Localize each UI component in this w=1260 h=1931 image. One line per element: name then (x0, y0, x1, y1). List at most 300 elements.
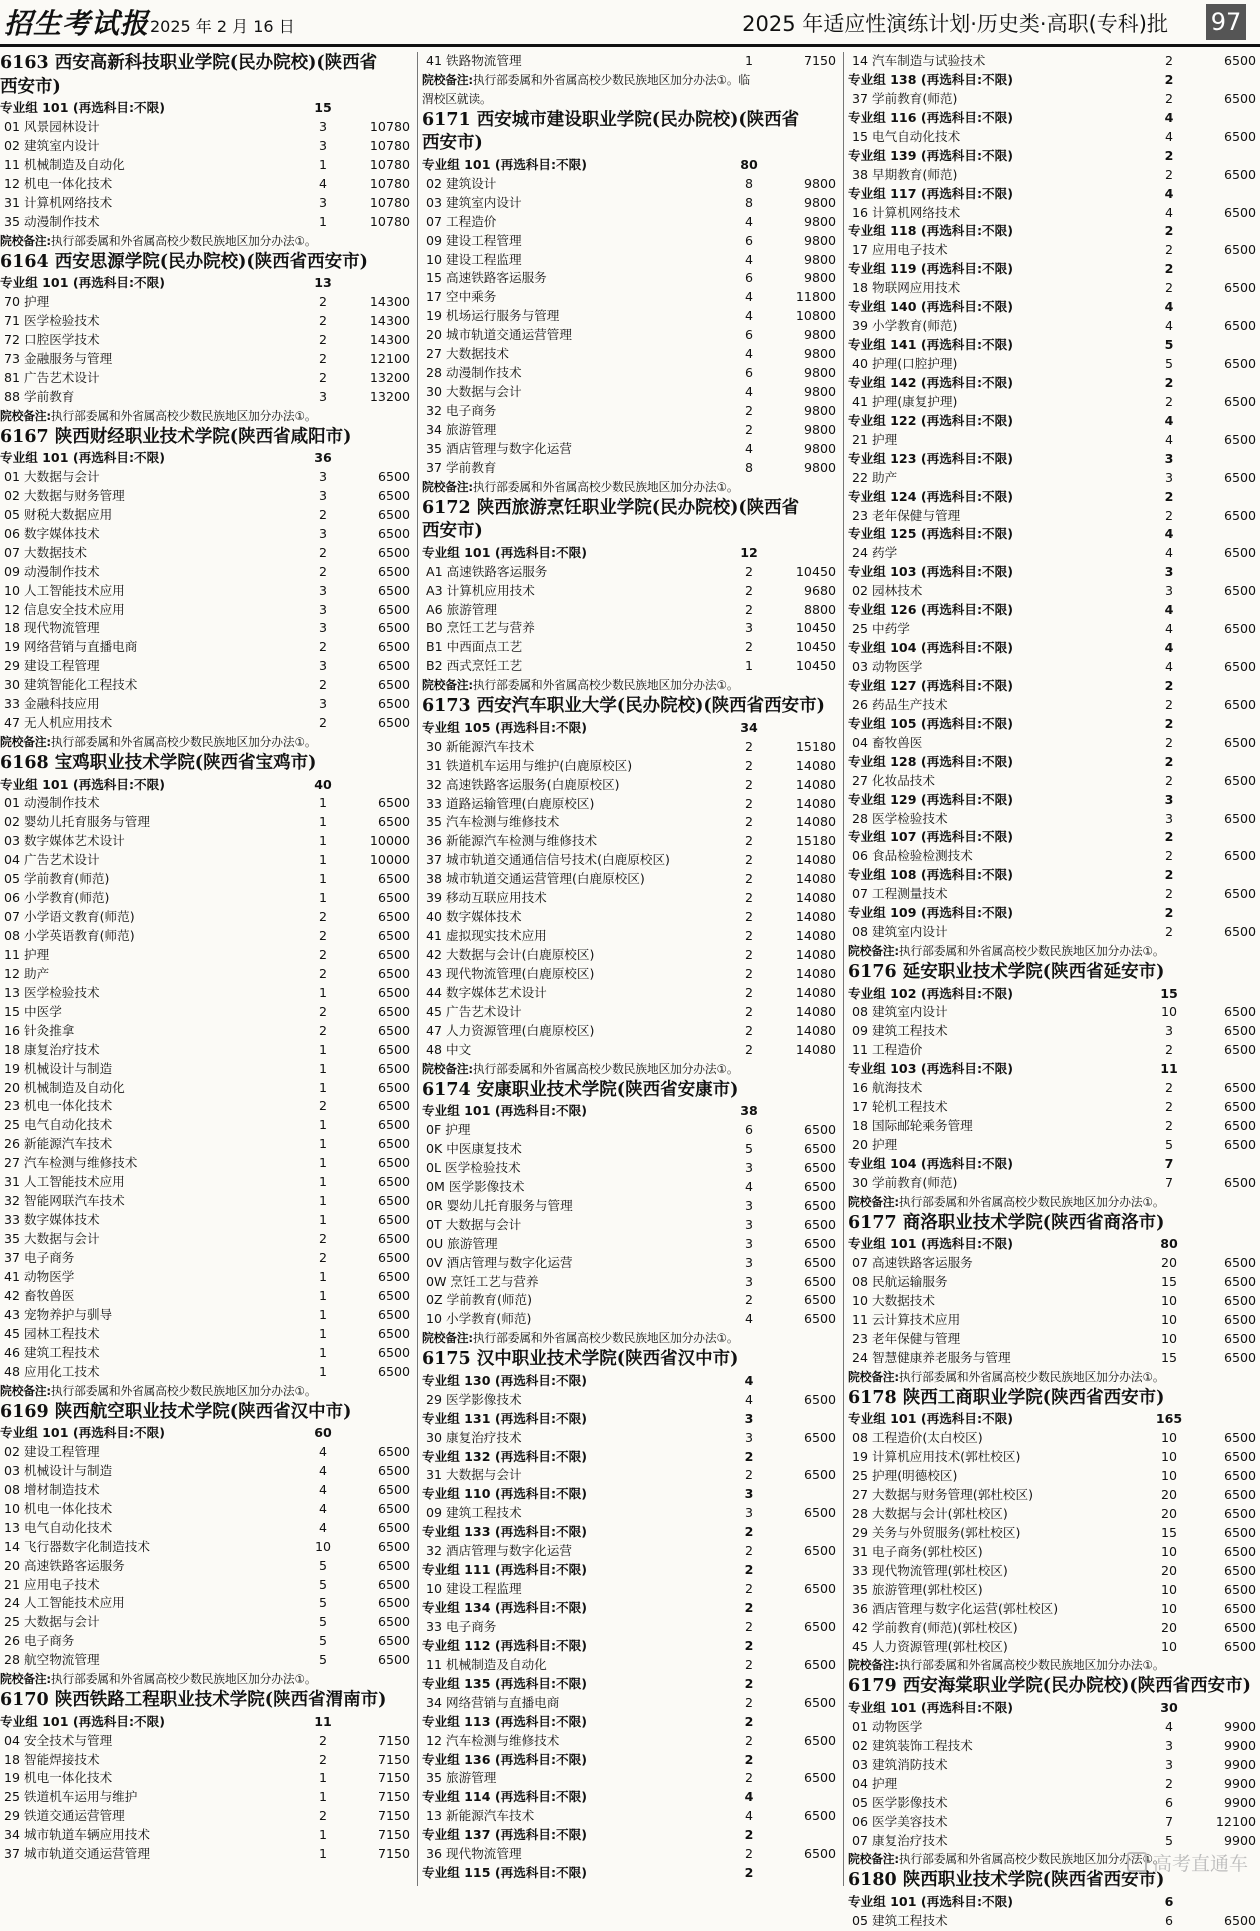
major-group-row (848, 563, 1260, 582)
major-name: 24 药学 (852, 545, 898, 561)
major-name: 07 康复治疗技术 (852, 1832, 948, 1848)
group-fee (1194, 109, 1260, 128)
group-fee (1194, 1893, 1260, 1912)
major-row (422, 1003, 840, 1022)
plan-count: 2 (1164, 1042, 1173, 1058)
group-plan-count: 80 (1160, 1236, 1178, 1252)
major-row (422, 1022, 840, 1041)
group-fee (774, 1410, 840, 1429)
major-name: 07 大数据技术 (4, 544, 87, 560)
major-name: 0L 医学检验技术 (426, 1159, 521, 1175)
major-row (0, 889, 414, 908)
tuition-fee: 6500 (803, 1159, 836, 1175)
tuition-fee: 6500 (803, 1273, 836, 1289)
major-name: 06 医学美容技术 (852, 1813, 948, 1829)
tuition-fee: 6500 (803, 1122, 836, 1138)
major-name: 13 新能源汽车技术 (426, 1808, 535, 1824)
major-row (848, 1273, 1260, 1292)
major-name: 07 小学语文教育(师范) (4, 909, 135, 925)
group-fee (1194, 677, 1260, 696)
group-name: 专业组 131 (再选科目:不限) (422, 1410, 587, 1426)
plan-count: 4 (744, 440, 753, 456)
tuition-fee: 6500 (377, 1344, 410, 1360)
plan-count: 1 (318, 1174, 327, 1190)
plan-count: 4 (318, 1443, 327, 1459)
group-fee (1194, 1155, 1260, 1174)
major-row (422, 1159, 840, 1178)
major-name: 11 护理 (4, 946, 50, 962)
major-group-row (848, 1155, 1260, 1174)
school-note (848, 1368, 1260, 1387)
group-plan-count: 2 (744, 1524, 754, 1540)
major-row (0, 544, 414, 563)
major-row (422, 213, 840, 232)
tuition-fee: 14080 (795, 984, 836, 1000)
tuition-fee: 6500 (377, 1060, 410, 1076)
major-name: 38 早期教育(师范) (852, 166, 958, 182)
tuition-fee: 10450 (795, 563, 836, 579)
tuition-fee: 10450 (795, 658, 836, 674)
major-row (848, 1543, 1260, 1562)
major-name: 19 计算机应用技术(郭杜校区) (852, 1449, 1021, 1465)
tuition-fee: 7150 (377, 1827, 410, 1843)
group-name: 专业组 101 (再选科目:不限) (0, 450, 165, 466)
major-name: A1 高速铁路客运服务 (426, 563, 548, 579)
major-name: 11 云计算技术应用 (852, 1312, 961, 1328)
plan-count: 2 (744, 1467, 753, 1483)
major-row (0, 118, 414, 137)
major-row (422, 1694, 840, 1713)
tuition-fee: 6500 (377, 1174, 410, 1190)
tuition-fee: 6500 (1223, 1349, 1256, 1365)
listing-column-3 (848, 52, 1260, 1928)
major-name: 42 畜牧兽医 (4, 1287, 75, 1303)
major-row (848, 1022, 1260, 1041)
tuition-fee: 6500 (377, 1212, 410, 1228)
plan-count: 2 (1164, 772, 1173, 788)
major-name: 73 金融服务与管理 (4, 350, 113, 366)
major-row (848, 1003, 1260, 1022)
major-name: 34 城市轨道车辆应用技术 (4, 1827, 150, 1843)
tuition-fee: 6500 (1223, 356, 1256, 371)
group-fee (774, 1372, 840, 1391)
group-fee (1194, 715, 1260, 734)
plan-count: 2 (744, 1022, 753, 1038)
major-row (848, 1756, 1260, 1775)
tuition-fee: 6500 (803, 1197, 836, 1213)
major-name: 03 数字媒体艺术设计 (4, 833, 125, 849)
group-name: 专业组 101 (再选科目:不限) (848, 1893, 1013, 1909)
group-name: 专业组 101 (再选科目:不限) (0, 100, 165, 115)
major-name: 12 信息安全技术应用 (4, 601, 125, 617)
page-header (0, 0, 1260, 48)
tuition-fee: 10450 (795, 620, 836, 636)
tuition-fee: 6500 (1223, 1118, 1256, 1134)
plan-count: 1 (318, 1193, 327, 1209)
plan-count: 2 (318, 946, 327, 962)
page-title: 2025 年适应性演练计划·历史类·高职(专科)批 (742, 12, 1168, 36)
major-row (0, 1519, 414, 1538)
plan-count: 5 (318, 1576, 327, 1592)
school-heading: 6169 陕西航空职业技术学院(陕西省汉中市) (0, 1401, 352, 1422)
plan-count: 2 (744, 563, 753, 579)
tuition-fee: 6500 (377, 1003, 410, 1019)
major-name: 27 大数据与财务管理(郭杜校区) (852, 1487, 1033, 1503)
major-name: 20 高速铁路客运服务 (4, 1557, 125, 1573)
plan-count: 20 (1160, 1505, 1178, 1521)
group-plan-count: 2 (1164, 867, 1174, 883)
group-name: 专业组 134 (再选科目:不限) (422, 1600, 587, 1616)
group-name: 专业组 124 (再选科目:不限) (848, 488, 1013, 504)
major-row (0, 965, 414, 984)
group-plan-count: 38 (740, 1103, 758, 1119)
note-text: 执行部委属和外省属高校少数民族地区加分办法①。 (898, 1658, 1165, 1673)
major-name: 0M 医学影像技术 (426, 1178, 525, 1194)
major-row (422, 175, 840, 194)
tuition-fee: 9800 (803, 346, 836, 362)
major-row (422, 757, 840, 776)
tuition-fee: 10800 (795, 308, 836, 324)
note-label: 院校备注: (422, 1061, 473, 1076)
major-group-row (422, 1864, 840, 1883)
plan-count: 1 (318, 1306, 327, 1322)
major-row (422, 251, 840, 270)
plan-count: 10 (1160, 1449, 1178, 1465)
group-name: 专业组 103 (再选科目:不限) (848, 564, 1013, 580)
major-group-row (848, 185, 1260, 204)
major-group-row (848, 866, 1260, 885)
major-name: 25 大数据与会计 (4, 1614, 100, 1630)
major-name: 26 新能源汽车技术 (4, 1136, 113, 1152)
major-group-row (848, 791, 1260, 810)
plan-count: 3 (318, 525, 327, 541)
tuition-fee: 14080 (795, 1003, 836, 1019)
plan-count: 3 (744, 1254, 753, 1270)
group-plan-count: 40 (314, 776, 332, 792)
major-name: 27 汽车检测与维修技术 (4, 1155, 138, 1171)
plan-count: 2 (744, 639, 753, 655)
major-name: 36 现代物流管理 (426, 1846, 522, 1862)
school-heading: 6180 陕西职业技术学院(陕西省西安市) (848, 1870, 1165, 1891)
major-row (0, 1845, 414, 1864)
major-row (422, 194, 840, 213)
tuition-fee: 14080 (795, 1022, 836, 1038)
group-name: 专业组 101 (再选科目:不限) (422, 156, 587, 172)
major-row (0, 1173, 414, 1192)
major-name: 08 建筑室内设计 (852, 924, 948, 940)
plan-count: 10 (1160, 1543, 1178, 1559)
plan-count: 2 (318, 1022, 327, 1038)
tuition-fee: 14080 (795, 852, 836, 868)
major-group-row (848, 260, 1260, 279)
major-row (422, 832, 840, 851)
major-row (0, 1060, 414, 1079)
major-row (0, 1826, 414, 1845)
major-row (0, 1041, 414, 1060)
header-divider (0, 44, 1260, 47)
tuition-fee: 6500 (803, 1581, 836, 1597)
major-row (422, 1273, 840, 1292)
major-row (0, 927, 414, 946)
tuition-fee: 6500 (377, 1079, 410, 1095)
major-name: 08 小学英语教育(师范) (4, 928, 135, 944)
major-name: 70 护理 (4, 293, 50, 309)
group-name: 专业组 112 (再选科目:不限) (422, 1637, 587, 1653)
plan-count: 2 (744, 984, 753, 1000)
plan-count: 2 (318, 928, 327, 944)
tuition-fee: 9800 (803, 232, 836, 248)
plan-count: 4 (744, 251, 753, 267)
major-row (422, 657, 840, 676)
major-name: 37 城市轨道交通通信信号技术(白鹿原校区) (426, 852, 670, 868)
tuition-fee: 10780 (369, 175, 410, 191)
tuition-fee: 6500 (377, 814, 410, 830)
major-name: 41 虚拟现实技术应用 (426, 928, 547, 944)
major-name: 71 医学检验技术 (4, 312, 100, 328)
major-name: 30 学前教育(师范) (852, 1174, 958, 1190)
plan-count: 1 (318, 852, 327, 868)
group-name: 专业组 101 (再选科目:不限) (422, 544, 587, 560)
major-name: 35 酒店管理与数字化运营 (426, 440, 572, 456)
major-row (0, 1443, 414, 1462)
tuition-fee: 6500 (1223, 1449, 1256, 1465)
tuition-fee: 6500 (377, 1155, 410, 1171)
major-row (0, 293, 414, 312)
major-name: 15 电气自动化技术 (852, 128, 961, 144)
major-name: 28 动漫制作技术 (426, 365, 522, 381)
tuition-fee: 6500 (1223, 1274, 1256, 1290)
tuition-fee: 14080 (795, 814, 836, 830)
tuition-fee: 10780 (369, 137, 410, 153)
note-label: 院校备注: (848, 1658, 899, 1673)
major-row (848, 1486, 1260, 1505)
major-group-row (848, 109, 1260, 128)
plan-count: 2 (318, 639, 327, 655)
plan-count: 5 (318, 1614, 327, 1630)
group-fee (1194, 71, 1260, 90)
school-heading: 6177 商洛职业技术学院(陕西省商洛市) (848, 1212, 1165, 1233)
tuition-fee: 6500 (803, 1846, 836, 1862)
plan-count: 1 (318, 213, 327, 229)
major-name: 10 小学教育(师范) (426, 1311, 532, 1327)
school-note (848, 1193, 1260, 1212)
plan-count: 3 (744, 1505, 753, 1521)
tuition-fee: 6500 (377, 658, 410, 674)
school-note (0, 232, 414, 251)
group-plan-count: 80 (740, 156, 758, 172)
plan-count: 3 (744, 1235, 753, 1251)
group-name: 专业组 123 (再选科目:不限) (848, 450, 1013, 466)
plan-count: 2 (1164, 1775, 1173, 1791)
plan-count: 6 (744, 327, 753, 343)
major-row (422, 619, 840, 638)
major-group-row (848, 147, 1260, 166)
major-group-row (848, 298, 1260, 317)
major-row (422, 1121, 840, 1140)
plan-count: 2 (318, 1751, 327, 1767)
note-text: 执行部委属和外省属高校少数民族地区加分办法①。 (50, 735, 317, 750)
major-row (422, 1254, 840, 1273)
plan-count: 2 (744, 1581, 753, 1597)
tuition-fee: 6500 (1223, 1619, 1256, 1635)
major-name: 45 园林工程技术 (4, 1325, 100, 1341)
note-label: 院校备注: (422, 1331, 473, 1346)
tuition-fee: 6500 (377, 890, 410, 906)
major-row (422, 1216, 840, 1235)
major-group-row (848, 336, 1260, 355)
group-name: 专业组 127 (再选科目:不限) (848, 677, 1013, 693)
tuition-fee: 6500 (1223, 1004, 1256, 1020)
major-group-row (848, 904, 1260, 923)
major-group-row (422, 1561, 840, 1580)
major-name: 06 数字媒体技术 (4, 525, 100, 541)
school-heading: 6174 安康职业技术学院(陕西省安康市) (422, 1079, 739, 1100)
major-row (0, 1211, 414, 1230)
group-plan-count: 34 (740, 719, 758, 735)
major-name: 25 中药学 (852, 621, 910, 637)
plan-count: 1 (744, 53, 753, 68)
tuition-fee: 6500 (1223, 1505, 1256, 1521)
group-name: 专业组 117 (再选科目:不限) (848, 185, 1013, 201)
group-plan-count: 60 (314, 1425, 332, 1440)
major-name: 19 机电一体化技术 (4, 1770, 113, 1786)
major-name: 01 风景园林设计 (4, 118, 100, 134)
major-name: 12 汽车检测与维修技术 (426, 1732, 560, 1748)
group-fee (1194, 412, 1260, 431)
major-group-row (848, 1699, 1260, 1718)
plan-count: 8 (744, 194, 753, 210)
plan-count: 4 (318, 1481, 327, 1497)
plan-count: 4 (744, 1311, 753, 1327)
school-heading: 西安市) (0, 76, 61, 97)
major-name: 33 金融科技应用 (4, 696, 100, 712)
major-name: 20 城市轨道交通运营管理 (426, 327, 572, 343)
plan-count: 10 (1160, 1638, 1178, 1654)
major-row (422, 52, 840, 71)
group-plan-count: 2 (1164, 147, 1174, 163)
major-name: 39 小学教育(师范) (852, 318, 958, 334)
tuition-fee: 6500 (1223, 924, 1256, 940)
major-name: 40 护理(口腔护理) (852, 356, 958, 371)
plan-count: 3 (318, 137, 327, 153)
plan-count: 2 (744, 582, 753, 598)
major-group-row (848, 525, 1260, 544)
major-row (422, 1542, 840, 1561)
tuition-fee: 6500 (1223, 318, 1256, 334)
major-name: 27 化妆品技术 (852, 772, 935, 788)
major-row (0, 1462, 414, 1481)
major-name: 42 学前教育(师范)(郭杜校区) (852, 1619, 1018, 1635)
tuition-fee: 6500 (1223, 545, 1256, 561)
plan-count: 2 (744, 1003, 753, 1019)
group-plan-count: 3 (1164, 450, 1174, 466)
major-row (422, 870, 840, 889)
tuition-fee: 6500 (1223, 734, 1256, 750)
major-row (848, 1775, 1260, 1794)
group-plan-count: 4 (1164, 640, 1174, 656)
group-name: 专业组 101 (再选科目:不限) (0, 1713, 165, 1729)
group-plan-count: 4 (744, 1372, 754, 1388)
major-row (422, 1618, 840, 1637)
plan-count: 1 (318, 1041, 327, 1057)
plan-count: 2 (744, 1732, 753, 1748)
major-group-row (848, 601, 1260, 620)
tuition-fee: 6500 (1223, 1912, 1256, 1928)
major-row (422, 965, 840, 984)
tuition-fee: 6500 (1223, 1468, 1256, 1484)
tuition-fee: 7150 (377, 1770, 410, 1786)
group-plan-count: 3 (744, 1410, 754, 1426)
major-row (848, 544, 1260, 563)
plan-count: 7 (1164, 1174, 1173, 1190)
major-row (848, 90, 1260, 109)
plan-count: 10 (1160, 1600, 1178, 1616)
major-row (422, 345, 840, 364)
major-name: 12 机电一体化技术 (4, 175, 113, 191)
major-row (848, 1467, 1260, 1486)
major-row (848, 241, 1260, 260)
tuition-fee: 6500 (803, 1254, 836, 1270)
major-row (422, 601, 840, 620)
tuition-fee: 6500 (1223, 1293, 1256, 1309)
major-name: 48 应用化工技术 (4, 1363, 100, 1379)
major-name: 29 关务与外贸服务(郭杜校区) (852, 1524, 1021, 1540)
major-name: 47 无人机应用技术 (4, 715, 113, 731)
major-group-row (422, 1675, 840, 1694)
plan-count: 4 (318, 1519, 327, 1535)
major-name: 32 高速铁路客运服务(白鹿原校区) (426, 776, 620, 792)
tuition-fee: 6500 (1223, 280, 1256, 296)
group-fee (1194, 260, 1260, 279)
major-name: 11 工程造价 (852, 1042, 923, 1058)
tuition-fee: 6500 (1223, 810, 1256, 826)
note-label: 院校备注: (0, 1383, 51, 1398)
major-row (848, 1600, 1260, 1619)
major-group-row (848, 1893, 1260, 1912)
tuition-fee: 6500 (1223, 1174, 1256, 1190)
major-name: 19 机场运行服务与管理 (426, 308, 560, 324)
major-group-row (422, 1410, 840, 1429)
group-name: 专业组 113 (再选科目:不限) (422, 1713, 587, 1729)
plan-count: 2 (744, 601, 753, 617)
major-row (848, 1041, 1260, 1060)
plan-count: 3 (1164, 469, 1173, 485)
tuition-fee: 6500 (1223, 1330, 1256, 1346)
tuition-fee: 6500 (377, 468, 410, 484)
group-fee (348, 449, 414, 468)
note-label: 院校备注: (422, 678, 473, 693)
major-row (0, 331, 414, 350)
note-label: 院校备注: (0, 735, 51, 750)
major-name: 17 空中乘务 (426, 289, 497, 305)
plan-count: 6 (744, 365, 753, 381)
major-row (422, 908, 840, 927)
major-name: 39 移动互联应用技术 (426, 890, 547, 906)
major-row (0, 1230, 414, 1249)
major-group-row (848, 677, 1260, 696)
plan-count: 5 (318, 1652, 327, 1668)
plan-count: 2 (318, 293, 327, 309)
major-row (848, 204, 1260, 223)
tuition-fee: 9900 (1223, 1794, 1256, 1810)
plan-count: 3 (1164, 583, 1173, 599)
major-name: 23 老年保健与管理 (852, 507, 961, 523)
tuition-fee: 6500 (377, 1098, 410, 1114)
plan-count: 2 (744, 909, 753, 925)
plan-count: 3 (318, 468, 327, 484)
group-name: 专业组 135 (再选科目:不限) (422, 1675, 587, 1691)
major-group-row (848, 374, 1260, 393)
